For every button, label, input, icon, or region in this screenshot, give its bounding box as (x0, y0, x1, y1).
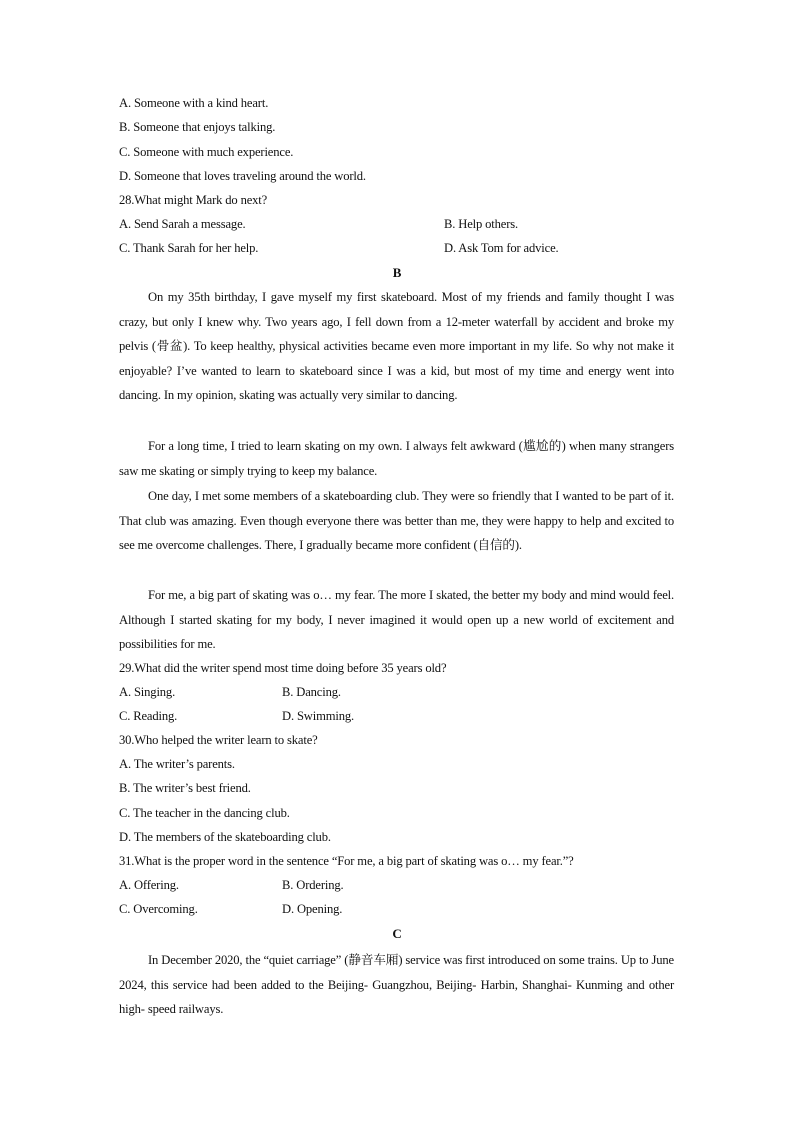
q27-option-a: A. Someone with a kind heart. (119, 96, 269, 110)
q29-option-a: A. Singing. (119, 685, 176, 699)
section-b-paragraph-4: For me, a big part of skating was o… my fear. The more I skated, the better my body and mind would feel. Although I started skating for my body, I never imagined it would open up a new world of excitement and possibilities for me. (119, 588, 674, 652)
q28-option-b: B. Help others. (444, 217, 519, 231)
q31-option-c: C. Overcoming. (119, 902, 198, 916)
q30-option-c: C. The teacher in the dancing club. (119, 806, 290, 820)
q31-option-b: B. Ordering. (282, 878, 344, 892)
section-b-paragraph-2: For a long time, I tried to learn skating on my own. I always felt awkward (尴尬的) when many strangers saw me skating or simply trying to keep my balance. (119, 439, 674, 478)
section-b-heading: B (392, 265, 402, 280)
q28-option-c: C. Thank Sarah for her help. (119, 241, 259, 255)
q30-option-a: A. The writer’s parents. (119, 757, 235, 771)
q28-option-d: D. Ask Tom for advice. (444, 241, 559, 255)
q29-option-d: D. Swimming. (282, 709, 355, 723)
section-c-heading: C (392, 926, 402, 941)
q28-question: 28.What might Mark do next? (119, 193, 268, 207)
q28-option-a: A. Send Sarah a message. (119, 217, 246, 231)
q31-question: 31.What is the proper word in the sentence “For me, a big part of skating was o… my fear.”? (119, 854, 574, 868)
q31-option-a: A. Offering. (119, 878, 179, 892)
q27-option-d: D. Someone that loves traveling around the world. (119, 169, 366, 183)
section-b-paragraph-3: One day, I met some members of a skateboarding club. They were so friendly that I wanted to be part of it. That club was amazing. Even though everyone there was better than me, they were happy to help and excited to see me overcome challenges. There, I gradually became more confident (自信的). (119, 489, 674, 553)
section-c-paragraph-1: In December 2020, the “quiet carriage” (静音车厢) service was first introduced on some trains. Up to June 2024, this service had been added to the Beijing- Guangzhou, Beijing- Harbin, Shanghai- Kunming and other high- speed railways. (119, 953, 674, 1017)
q29-option-b: B. Dancing. (282, 685, 341, 699)
q30-question: 30.Who helped the writer learn to skate? (119, 733, 318, 747)
q29-question: 29.What did the writer spend most time doing before 35 years old? (119, 661, 447, 675)
q29-option-c: C. Reading. (119, 709, 178, 723)
section-b-paragraph-1: On my 35th birthday, I gave myself my first skateboard. Most of my friends and family thought I was crazy, but only I knew why. Two years ago, I fell down from a 12-meter waterfall by accident and broke my pelvis (骨盆). To keep healthy, physical activities became even more important in my life. So why not make it enjoyable? I’ve wanted to learn to skateboard since I was a kid, but most of my time and energy went into dancing. In my opinion, skating was actually very similar to dancing. (119, 290, 674, 403)
q30-option-b: B. The writer’s best friend. (119, 781, 251, 795)
q30-option-d: D. The members of the skateboarding club. (119, 830, 331, 844)
q27-option-c: C. Someone with much experience. (119, 145, 294, 159)
q31-option-d: D. Opening. (282, 902, 343, 916)
q27-option-b: B. Someone that enjoys talking. (119, 120, 276, 134)
